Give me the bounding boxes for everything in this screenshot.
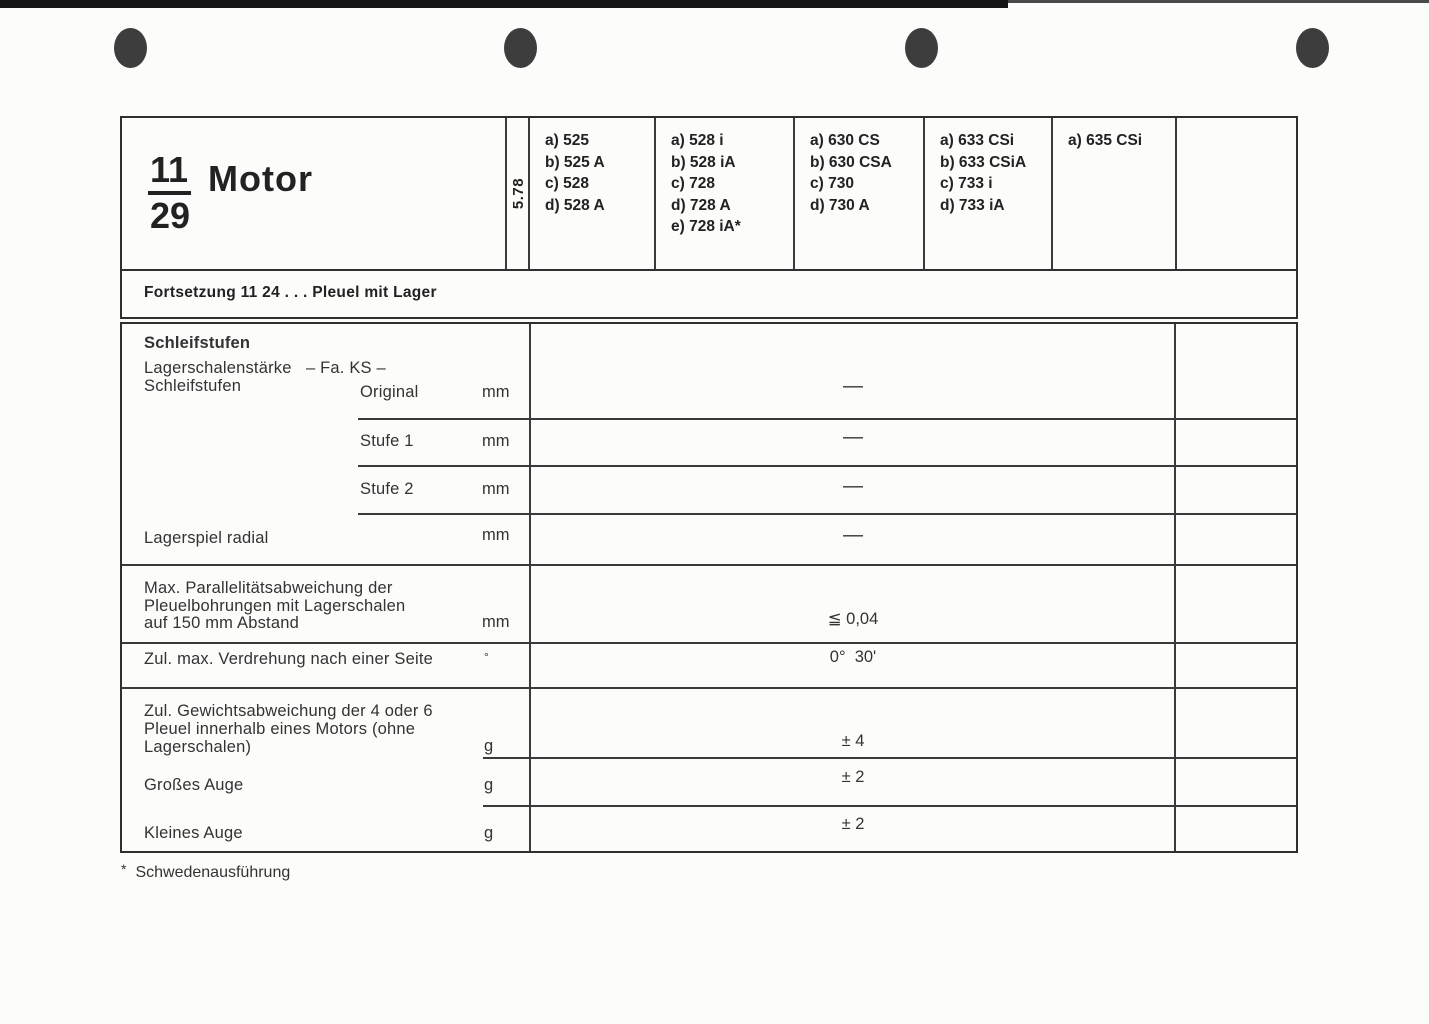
row-unit: g	[484, 824, 494, 842]
model-entry: b) 528 iA	[671, 153, 736, 171]
row-value: —	[843, 375, 863, 397]
group-subheading: Schleifstufen	[144, 377, 242, 395]
section-number: 11	[148, 152, 191, 195]
footnote	[121, 861, 291, 882]
row-unit: g	[484, 737, 494, 755]
row-separator	[483, 757, 1296, 759]
row-label: Original	[360, 383, 419, 401]
punch-hole-icon	[905, 28, 938, 68]
row-value: ≦ 0,04	[827, 610, 879, 628]
punch-hole-icon	[1296, 28, 1329, 68]
edition-code: 5.78	[510, 177, 528, 210]
continuation-text: Fortsetzung 11 24 . . . Pleuel mit Lager	[144, 284, 437, 301]
header-table	[120, 116, 1298, 271]
row-unit: mm	[482, 480, 510, 498]
group-heading: Schleifstufen	[144, 334, 251, 352]
model-entry: d) 730 A	[810, 196, 870, 214]
row-value: —	[843, 475, 863, 497]
model-entry: a) 633 CSi	[940, 132, 1015, 149]
row-label: Stufe 2	[360, 480, 414, 498]
model-entry: d) 528 A	[545, 196, 605, 214]
value-right-divider	[1174, 324, 1176, 851]
row-value: ± 4	[841, 732, 865, 750]
model-column-4	[925, 118, 1053, 269]
row-unit: mm	[482, 432, 510, 450]
model-entry: c) 728	[671, 175, 715, 192]
model-column-5	[1053, 118, 1175, 269]
model-entry: a) 528 i	[671, 132, 724, 149]
label-value-divider	[529, 324, 531, 851]
row-label-line: Pleuel innerhalb eines Motors (ohne	[144, 720, 416, 738]
section-title: Motor	[208, 158, 313, 199]
scan-top-edge-line	[1008, 0, 1429, 3]
row-unit: °	[484, 650, 489, 664]
row-unit: mm	[482, 526, 510, 544]
row-separator	[358, 418, 1296, 420]
model-entry: b) 633 CSiA	[940, 153, 1027, 171]
row-value: 0° 30'	[829, 648, 877, 666]
row-unit: mm	[482, 613, 510, 631]
row-label-line: auf 150 mm Abstand	[144, 614, 299, 632]
row-value: ± 2	[841, 768, 865, 786]
model-entry: a) 630 CS	[810, 132, 880, 149]
section-page-fraction	[148, 149, 191, 236]
model-entry: c) 528	[545, 175, 589, 192]
row-separator	[122, 642, 1296, 644]
model-column-empty	[1177, 118, 1296, 269]
row-label-line: Max. Parallelitätsabweichung der	[144, 579, 393, 597]
row-value: —	[843, 524, 863, 546]
row-separator	[358, 465, 1296, 467]
footnote-marker: *	[121, 861, 127, 877]
page-number: 29	[150, 195, 191, 236]
row-label-line: Lagerschalen)	[144, 738, 252, 756]
row-label-line: Pleuelbohrungen mit Lagerschalen	[144, 597, 406, 615]
row-separator	[122, 564, 1296, 566]
row-value: ± 2	[841, 815, 865, 833]
model-entry: e) 728 iA*	[671, 218, 741, 235]
model-column-3	[795, 118, 925, 269]
model-entry: c) 730	[810, 175, 854, 192]
model-entry: c) 733 i	[940, 175, 993, 192]
row-label: Lagerspiel radial	[144, 529, 269, 547]
row-separator	[122, 687, 1296, 689]
row-label: Zul. max. Verdrehung nach einer Seite	[144, 650, 433, 668]
row-unit: g	[484, 776, 494, 794]
row-separator	[483, 805, 1296, 807]
footnote-text: Schwedenausführung	[135, 864, 291, 881]
model-column-2	[656, 118, 795, 269]
row-label: Großes Auge	[144, 776, 244, 794]
row-label-line: Zul. Gewichtsabweichung der 4 oder 6	[144, 702, 433, 720]
model-entry: a) 525	[545, 132, 589, 149]
row-label: Kleines Auge	[144, 824, 243, 842]
model-column-1	[530, 118, 656, 269]
row-value: —	[843, 426, 863, 448]
model-entry: b) 630 CSA	[810, 153, 892, 171]
edition-column	[507, 118, 530, 269]
model-entry: d) 733 iA	[940, 196, 1005, 214]
spec-table	[120, 322, 1298, 853]
row-unit: mm	[482, 383, 510, 401]
model-entry: d) 728 A	[671, 196, 731, 214]
scan-top-edge-bar	[0, 0, 1008, 8]
row-label: Stufe 1	[360, 432, 414, 450]
punch-hole-icon	[114, 28, 147, 68]
continuation-bar	[120, 271, 1298, 319]
punch-hole-icon	[504, 28, 537, 68]
group-subheading: Lagerschalenstärke – Fa. KS –	[144, 359, 386, 377]
model-entry: a) 635 CSi	[1068, 132, 1143, 149]
model-entry: b) 525 A	[545, 153, 605, 171]
row-separator	[358, 513, 1296, 515]
